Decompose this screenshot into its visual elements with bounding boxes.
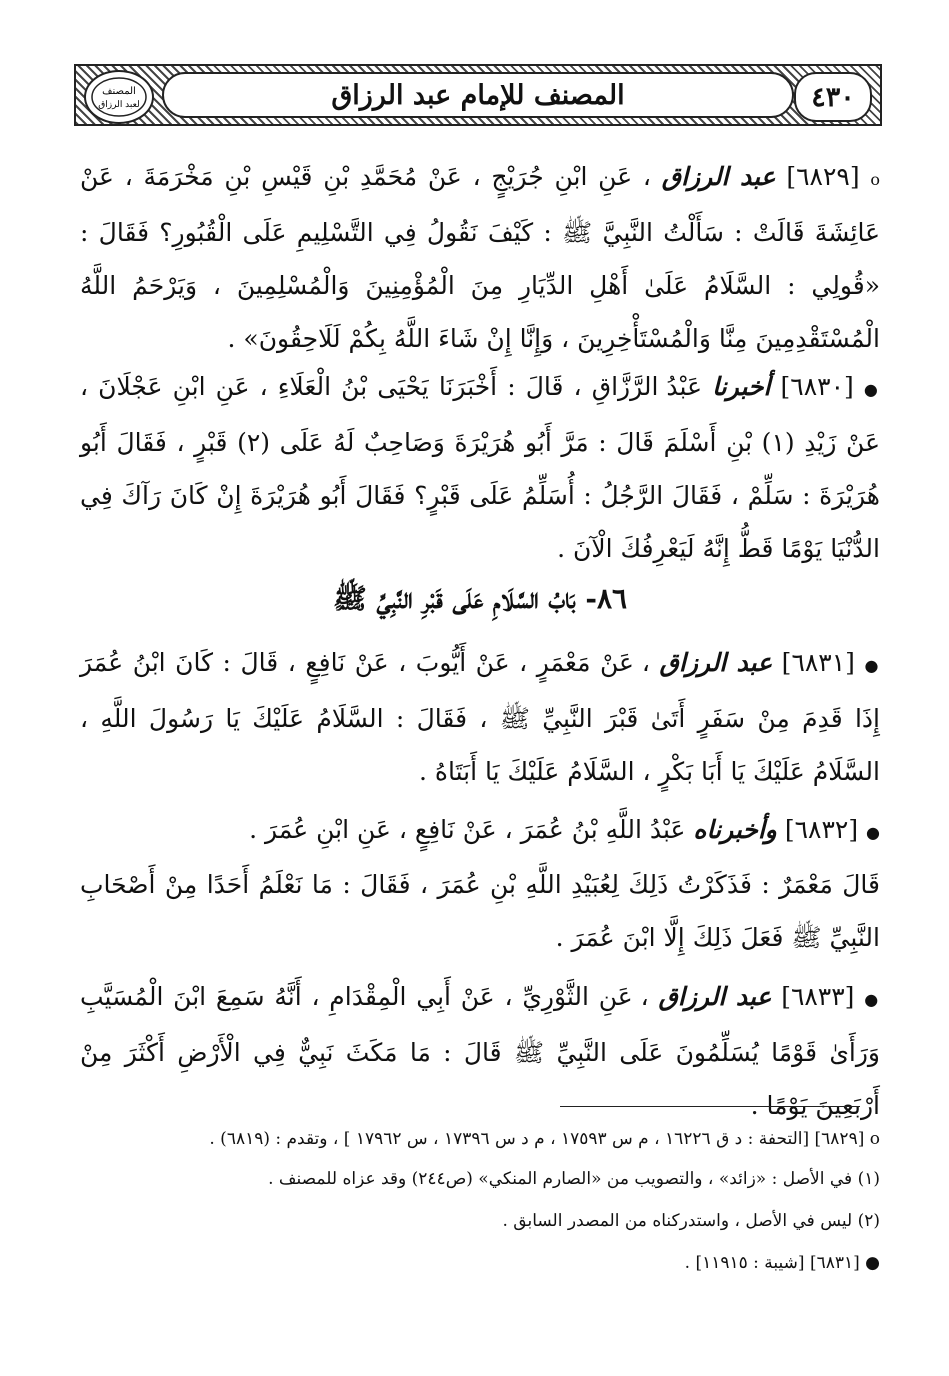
- bullet-icon: ●: [864, 656, 880, 675]
- footnote-2: (٢) ليس في الأصل ، واستدركناه من المصدر السابق .: [502, 1211, 880, 1231]
- page-number: ٤٣٠: [794, 72, 872, 122]
- hadith-source: عبد الرزاق: [659, 648, 773, 677]
- chapter-heading: ٨٦- بَابُ السَّلَامِ عَلَى قَبْرِ النَّبِيِّ ﷺ: [332, 582, 628, 615]
- header-title: المصنف للإمام عبد الرزاق: [331, 79, 625, 111]
- bullet-icon: ●: [864, 990, 881, 1009]
- logo-text-1: المصنف: [102, 86, 136, 97]
- hadith-text: ، عَنْ مَعْمَرٍ ، عَنْ أَيُّوبَ ، عَنْ نَافِعٍ ، قَالَ : كَانَ ابْنُ عُمَرَ إِذَا قَدِمَ مِنْ سَفَرٍ أَتَىٰ قَبْرَ النَّبِيِّ ﷺ ، فَقَالَ : السَّلَامُ عَلَيْكَ يَا رَسُولَ اللَّهِ ، السَّلَامُ عَلَيْكَ يَا أَبَا بَكْرٍ ، السَّلَامُ عَلَيْكَ يَا أَبَتَاهُ .: [80, 648, 880, 786]
- hadith-6833: [80, 970, 880, 1132]
- book-logo-icon: [84, 70, 154, 124]
- footnote-divider: [560, 1106, 860, 1107]
- hadith-source: عبد الرزاق: [661, 162, 776, 191]
- hadith-ref: [٦٨٢٩]: [786, 162, 860, 191]
- hadith-source: وأخبرناه: [693, 815, 777, 844]
- hadith-text: عَبْدُ الرَّزَّاقِ ، قَالَ : أَخْبَرَنَا يَحْيَى بْنُ الْعَلَاءِ ، عَنِ ابْنِ عَجْلَانَ ، عَنْ زَيْدِ (١) بْنِ أَسْلَمَ قَالَ : مَرَّ أَبُو هُرَيْرَةَ وَصَاحِبٌ لَهُ عَلَى (٢) قَبْرٍ ، فَقَالَ أَبُو هُرَيْرَةَ : سَلِّمْ ، فَقَالَ الرَّجُلُ : أُسَلِّمُ عَلَى قَبْرٍ؟ فَقَالَ أَبُو هُرَيْرَةَ إِنْ كَانَ رَآكَ فِي الدُّنْيَا يَوْمًا قَطُّ إِنَّهُ لَيَعْرِفُكَ الْآنَ .: [80, 372, 880, 563]
- footnote-1: (١) في الأصل : «زائد» ، والتصويب من «الصارم المنكي» (ص٢٤٤) وقد عزاه للمصنف .: [268, 1169, 880, 1189]
- header-title-frame: [162, 72, 794, 118]
- hadith-source: عبد الرزاق: [658, 982, 772, 1011]
- hadith-6831: [80, 636, 880, 798]
- hadith-ref: [٦٨٣١]: [781, 648, 855, 677]
- bullet-icon: ●: [863, 380, 880, 399]
- hadith-ref: [٦٨٣٠]: [780, 372, 854, 401]
- logo-emblem-icon: [89, 75, 149, 119]
- hadith-ref: [٦٨٣٢]: [784, 815, 859, 844]
- hadith-ref: [٦٨٣٣]: [781, 982, 855, 1011]
- hadith-6832: [80, 803, 880, 859]
- footnote-6831: ● [٦٨٣١] [شيبة : ١١٩١٥] .: [684, 1253, 880, 1273]
- mamar-comment: [80, 858, 880, 964]
- hadith-text: عَبْدُ اللَّهِ بْنُ عُمَرَ ، عَنْ نَافِعٍ ، عَنِ ابْنِ عُمَرَ .: [249, 815, 686, 844]
- footnote-6829: o [٦٨٢٩] [التحفة : د ق ١٦٢٢٦ ، م س ١٧٥٩٣ ، م د س ١٧٣٩٦ ، س ١٧٩٦٢ ] ، وتقدم : (٦٨١٩) .: [209, 1129, 880, 1149]
- hadith-source: أخبرنا: [712, 372, 771, 401]
- hadith-text: ، عَنِ ابْنِ جُرَيْجٍ ، عَنْ مُحَمَّدِ بْنِ قَيْسِ بْنِ مَخْرَمَةَ ، عَنْ عَائِشَةَ قَالَتْ : سَأَلْتُ النَّبِيَّ ﷺ : كَيْفَ نَقُولُ فِي التَّسْلِيمِ عَلَى الْقُبُورِ؟ فَقَالَ : «قُولِي : السَّلَامُ عَلَىٰ أَهْلِ الدِّيَارِ مِنَ الْمُؤْمِنِينَ وَالْمُسْلِمِينَ ، وَيَرْحَمُ اللَّهُ الْمُسْتَقْدِمِينَ مِنَّا وَالْمُسْتَأْخِرِينَ ، وَإِنَّا إِنْ شَاءَ اللَّهُ بِكُمْ لَلَاحِقُونَ» .: [80, 162, 880, 353]
- hadith-6829: [80, 150, 880, 365]
- page-header: [74, 64, 882, 126]
- comment-text: قَالَ مَعْمَرٌ : فَذَكَرْتُ ذَلِكَ لِعُبَيْدِ اللَّهِ بْنِ عُمَرَ ، فَقَالَ : مَا نَعْلَمُ أَحَدًا مِنْ أَصْحَابِ النَّبِيِّ ﷺ فَعَلَ ذَلِكَ إِلَّا ابْنَ عُمَرَ .: [80, 870, 880, 952]
- hadith-text: ، عَنِ الثَّوْرِيِّ ، عَنْ أَبِي الْمِقْدَامِ ، أَنَّهُ سَمِعَ ابْنَ الْمُسَيَّبِ وَرَأَىٰ قَوْمًا يُسَلِّمُونَ عَلَى النَّبِيِّ ﷺ قَالَ : مَا مَكَثَ نَبِيٌّ فِي الْأَرْضِ أَكْثَرَ مِنْ أَرْبَعِينَ يَوْمًا .: [80, 982, 880, 1120]
- hollow-bullet-icon: o: [870, 170, 881, 189]
- hadith-6830: [80, 360, 880, 575]
- logo-text-2: لعبد الرزاق: [98, 100, 140, 110]
- bullet-icon: ●: [866, 823, 880, 842]
